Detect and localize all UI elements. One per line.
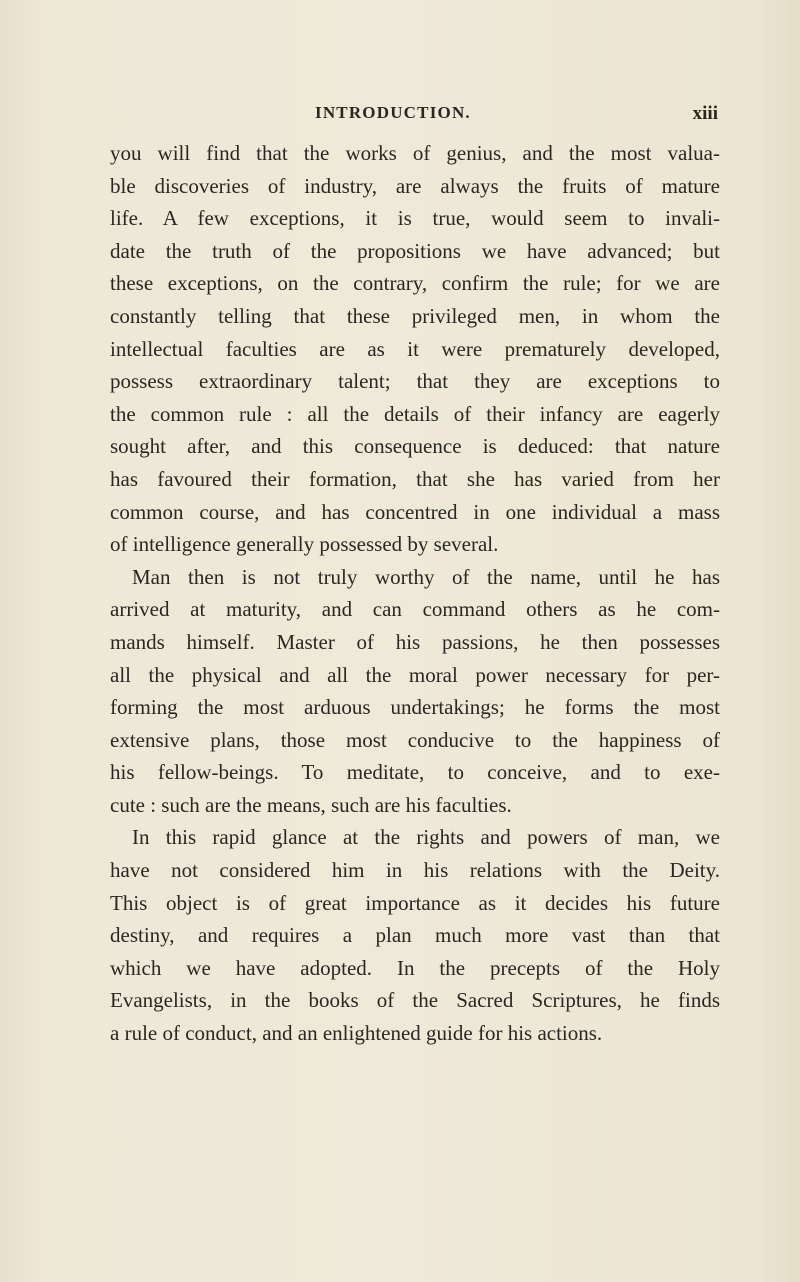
text-line: arrived at maturity, and can command others as he com-	[110, 597, 720, 622]
text-line: a rule of conduct, and an enlightened guide for his actions.	[110, 1021, 603, 1046]
text-line: This object is of great importance as it decides his future	[110, 890, 720, 915]
text-line: which we have adopted. In the precepts of the Holy	[110, 955, 720, 980]
text-line: Evangelists, in the books of the Sacred Scriptures, he finds	[110, 988, 720, 1013]
page-number: xiii	[692, 103, 718, 124]
paragraph-first-line: In this rapid glance at the rights and powers of man, we	[132, 825, 720, 850]
text-line: forming the most arduous undertakings; he forms the most	[110, 695, 720, 720]
text-line: intellectual faculties are as it were prematurely developed,	[110, 336, 720, 361]
running-head	[110, 103, 718, 133]
text-line: life. A few exceptions, it is true, would seem to invali-	[110, 206, 720, 231]
text-line: have not considered him in his relations with the Deity.	[110, 858, 720, 883]
text-line: these exceptions, on the contrary, confirm the rule; for we are	[110, 271, 720, 296]
text-line: constantly telling that these privileged men, in whom the	[110, 303, 720, 328]
running-title: INTRODUCTION.	[315, 103, 471, 122]
text-line: possess extraordinary talent; that they are exceptions to	[110, 369, 720, 394]
text-line: date the truth of the propositions we have advanced; but	[110, 238, 720, 263]
text-line: extensive plans, those most conducive to the happiness of	[110, 727, 720, 752]
body-text	[110, 137, 720, 1050]
text-line: all the physical and all the moral power necessary for per-	[110, 662, 720, 687]
text-line: the common rule : all the details of their infancy are eagerly	[110, 401, 720, 426]
paragraph-first-line: Man then is not truly worthy of the name, until he has	[132, 564, 720, 589]
text-line: cute : such are the means, such are his faculties.	[110, 792, 512, 817]
text-line: mands himself. Master of his passions, he then possesses	[110, 629, 720, 654]
text-line: destiny, and requires a plan much more vast than that	[110, 923, 720, 948]
text-line: common course, and has concentred in one individual a mass	[110, 499, 720, 524]
text-line: you will find that the works of genius, and the most valua-	[110, 141, 720, 165]
text-line: sought after, and this consequence is deduced: that nature	[110, 434, 720, 459]
text-line: his fellow-beings. To meditate, to conceive, and to exe-	[110, 760, 720, 785]
text-line: ble discoveries of industry, are always the fruits of mature	[110, 173, 720, 198]
text-line: of intelligence generally possessed by several.	[110, 532, 499, 557]
text-line: has favoured their formation, that she has varied from her	[110, 466, 720, 491]
